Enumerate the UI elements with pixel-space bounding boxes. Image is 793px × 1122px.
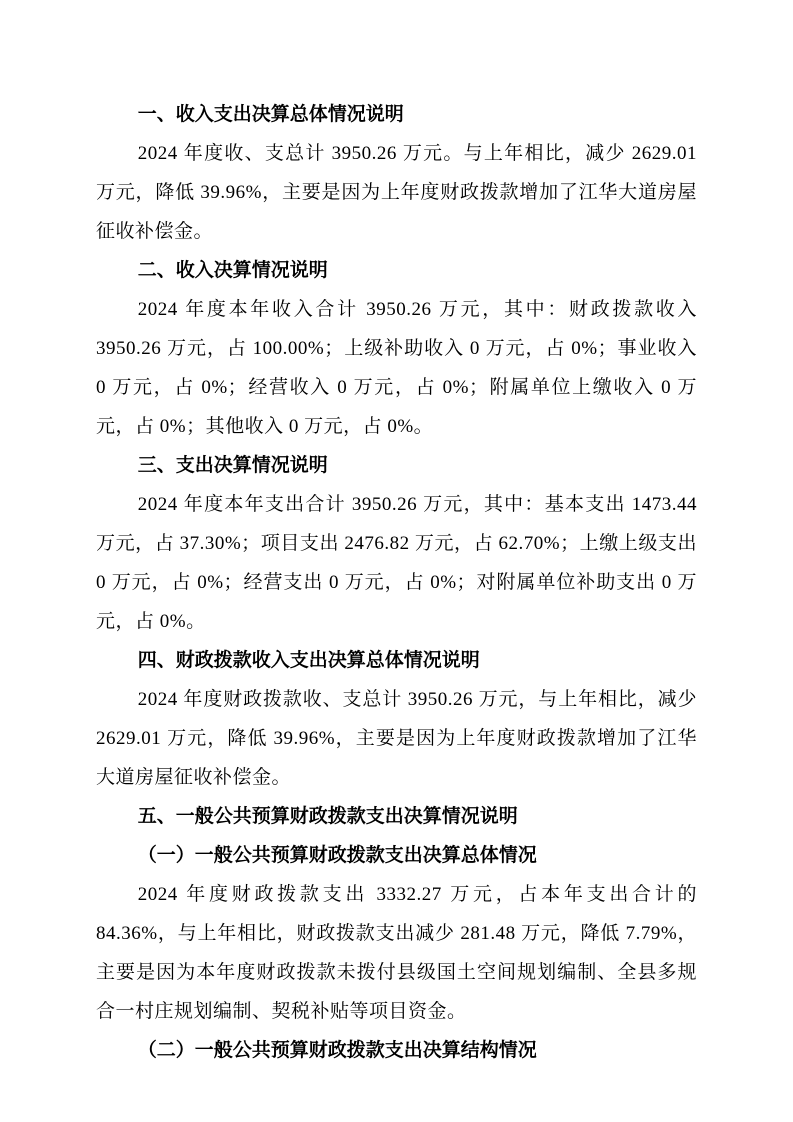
paragraph-income-final-accounts: 2024 年度本年收入合计 3950.26 万元，其中：财政拨款收入 3950.26 万元，占 100.00%；上级补助收入 0 万元，占 0%；事业收入 0 万元，占 0%；经营收入 0 万元，占 0%；附属单位上缴收入 0 万元，占 0%；其他收入 0 万元，占 0%。: [96, 299, 697, 437]
section-heading-income-final-accounts: 二、收入决算情况说明: [137, 260, 328, 281]
section-heading-general-public-budget-expenditure: 五、一般公共预算财政拨款支出决算情况说明: [137, 806, 518, 827]
subsection-heading-overall-situation: （一）一般公共预算财政拨款支出决算总体情况: [137, 845, 537, 866]
paragraph-income-expenditure-overview: 2024 年度收、支总计 3950.26 万元。与上年相比，减少 2629.01 万元，降低 39.96%，主要是因为上年度财政拨款增加了江华大道房屋征收补偿金。: [96, 143, 697, 242]
paragraph-expenditure-final-accounts: 2024 年度本年支出合计 3950.26 万元，其中：基本支出 1473.44 万元，占 37.30%；项目支出 2476.82 万元，占 62.70%；上缴上级支出 0 万元，占 0%；经营支出 0 万元，占 0%；对附属单位补助支出 0 万元，占 0%。: [96, 494, 697, 632]
subsection-heading-structure-situation: （二）一般公共预算财政拨款支出决算结构情况: [137, 1040, 537, 1061]
section-heading-fiscal-appropriation-overview: 四、财政拨款收入支出决算总体情况说明: [137, 650, 480, 671]
section-heading-income-expenditure-overview: 一、收入支出决算总体情况说明: [137, 104, 404, 125]
section-heading-expenditure-final-accounts: 三、支出决算情况说明: [137, 455, 328, 476]
paragraph-general-public-budget-expenditure: 2024 年度财政拨款支出 3332.27 万元，占本年支出合计的 84.36%，与上年相比，财政拨款支出减少 281.48 万元，降低 7.79%，主要是因为本年度财政拨款未拨付县级国土空间规划编制、全县多规合一村庄规划编制、契税补贴等项目资金。: [96, 884, 697, 1022]
paragraph-fiscal-appropriation-overview: 2024 年度财政拨款收、支总计 3950.26 万元，与上年相比，减少 2629.01 万元，降低 39.96%，主要是因为上年度财政拨款增加了江华大道房屋征收补偿金。: [96, 689, 697, 788]
